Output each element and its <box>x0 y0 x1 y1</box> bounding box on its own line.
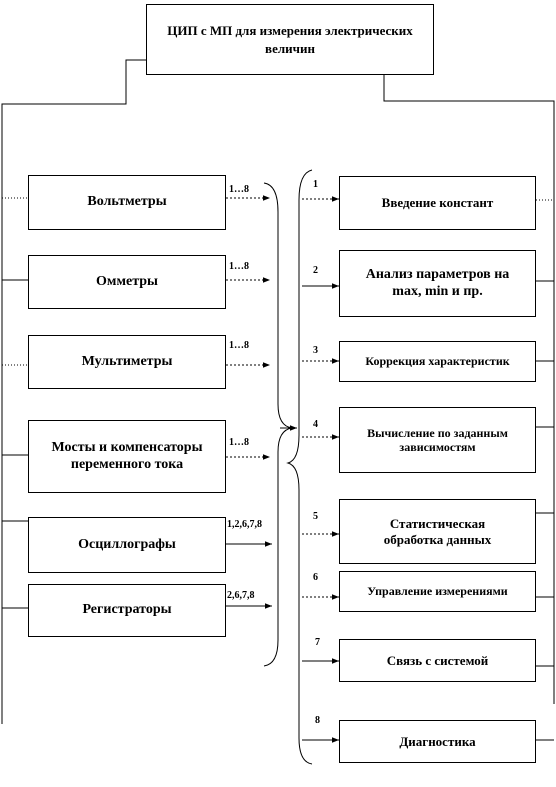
function-label: Вычисление по заданным зависимостям <box>367 425 508 454</box>
device-label: Вольтметры <box>87 194 167 210</box>
device-functions-label: 2,6,7,8 <box>227 590 255 601</box>
function-box-calculation <box>339 407 536 473</box>
device-box-bridges <box>28 420 226 493</box>
function-number: 5 <box>313 511 318 522</box>
function-number: 1 <box>313 179 318 190</box>
function-label: Анализ параметров на max, min и пр. <box>365 266 510 299</box>
function-number: 7 <box>315 637 320 648</box>
function-box-analysis <box>339 250 536 317</box>
device-label: Мосты и компенсаторы переменного тока <box>51 439 203 472</box>
device-box-recorders <box>28 584 226 637</box>
device-functions-label: 1…8 <box>229 184 249 195</box>
device-brace <box>264 183 292 666</box>
device-box-ohmmeters <box>28 255 226 309</box>
function-label: Коррекция характеристик <box>365 354 510 369</box>
device-box-multimeters <box>28 335 226 389</box>
device-label: Омметры <box>96 273 158 289</box>
function-number: 4 <box>313 419 318 430</box>
title-box <box>146 4 434 75</box>
function-label: Статистическая обработка данных <box>383 515 492 547</box>
function-label: Введение констант <box>381 195 494 211</box>
device-label: Мультиметры <box>81 353 173 369</box>
device-label: Регистраторы <box>82 602 172 618</box>
device-label: Осциллографы <box>78 536 176 552</box>
function-box-communication <box>339 639 536 682</box>
function-box-diagnostics <box>339 720 536 763</box>
function-box-constants <box>339 176 536 230</box>
function-number: 6 <box>313 572 318 583</box>
diagram-title: ЦИП с МП для измерения электрических величин <box>167 22 413 56</box>
function-box-control <box>339 571 536 612</box>
device-box-oscilloscopes <box>28 517 226 573</box>
function-box-statistics <box>339 499 536 564</box>
function-brace <box>288 170 312 764</box>
function-label: Диагностика <box>399 733 476 749</box>
device-functions-label: 1,2,6,7,8 <box>227 519 262 530</box>
device-functions-label: 1…8 <box>229 261 249 272</box>
function-number: 3 <box>313 345 318 356</box>
function-number: 8 <box>315 715 320 726</box>
device-box-voltmeters <box>28 175 226 230</box>
function-label: Связь с системой <box>386 652 489 668</box>
function-number: 2 <box>313 265 318 276</box>
function-box-correction <box>339 341 536 382</box>
function-label: Управление измерениями <box>367 584 508 599</box>
device-functions-label: 1…8 <box>229 340 249 351</box>
device-functions-label: 1…8 <box>229 437 249 448</box>
